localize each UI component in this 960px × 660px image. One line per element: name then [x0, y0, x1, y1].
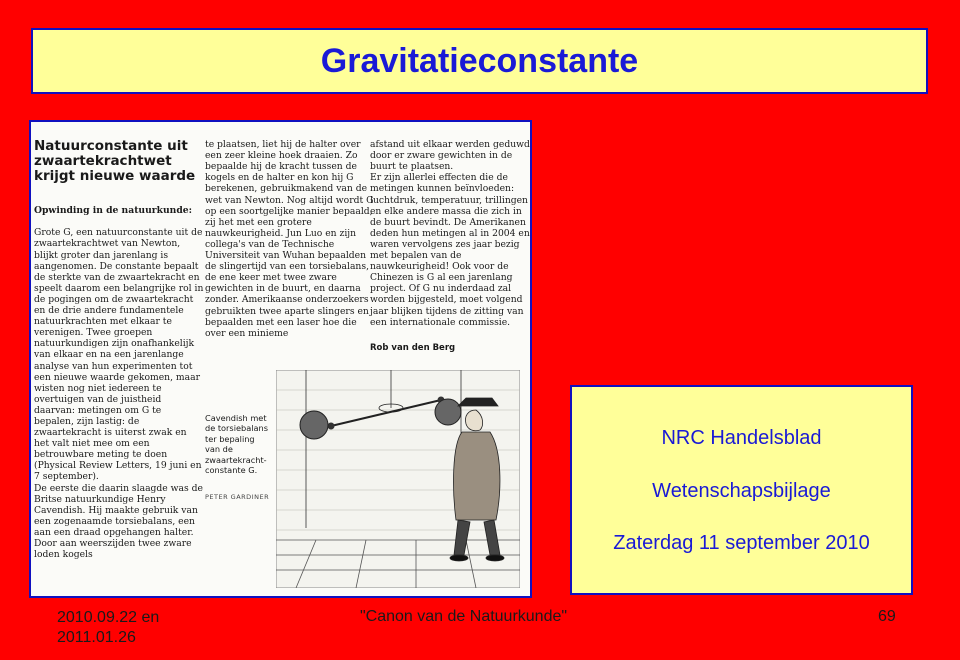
caption-credit: PETER GARDINER [205, 493, 270, 501]
article-text-col1: Grote G, een natuurconstante uit de zwaartekrachtwet van Newton, blijkt groter dan jarenlang is aangenomen. De constante bepaalt de sterkte van de zwaartekracht en speelt daarom een belangrijke rol in de pogingen om de zwaartekracht en de drie andere fundamentele natuurkrachten met elkaar te verenigen. Twee groepen natuurkundigen zijn onafhankelijk van elkaar en na een jarenlange analyse van hun experimenten tot een nieuwe waarde gekomen, maar wisten nog niet iedereen te overtuigen van de juistheid daarvan: metingen om G te bepalen, zijn lastig: de zwaartekracht is uiterst zwak en het valt niet mee om een betrouwbare meting te doen (Physical Review Letters, 19 juni en 7 september). De eerste die daarin slaagde was de Britse natuurkundige Henry Cavendish. Hij maakte gebruik van een zogenaamde torsiebalans, een aan een draad opgehangen halter. Door aan weerszijden twee zware loden kogels [34, 227, 204, 561]
source-newspaper: NRC Handelsblad [661, 427, 822, 449]
article-byline: Rob van den Berg [370, 342, 456, 353]
source-box [570, 385, 913, 595]
article-column-2 [205, 128, 375, 350]
article-headline: Natuurconstante uit zwaartekrachtwet krijgt nieuwe waarde [34, 138, 196, 185]
article-lead: Opwinding in de natuurkunde: [34, 205, 193, 217]
caption-text: Cavendish met de torsiebalans ter bepaling van de zwaartekracht- constante G. [205, 412, 268, 475]
source-date: Zaterdag 11 september 2010 [613, 532, 870, 554]
article-text-col3: afstand uit elkaar werden geduwd door er zware gewichten in de buurt te plaatsen. Er zijn allerlei effecten die de metingen kunnen beïnvloeden: luchtdruk, temperatuur, trillingen en elke andere massa die zich in de buurt bevindt. De Amerikanen deden hun metingen al in 2004 en waren vervolgens zes jaar bezig met bepalen van de nauwkeurigheid! Ook voor de Chinezen is G al een jarenlang project. Of G nu inderdaad zal worden bijgesteld, moet volgend jaar blijken tijdens de zitting van een internationale commissie. [370, 139, 530, 328]
footer-course: "Canon van de Natuurkunde" [360, 608, 568, 625]
footer-dates: 2010.09.22 en 2011.01.26 [57, 609, 160, 646]
article-column-1 [34, 128, 204, 571]
source-section: Wetenschapsbijlage [652, 479, 831, 502]
slide-title: Gravitatieconstante [320, 41, 639, 80]
slide-number: 69 [878, 608, 896, 625]
cavendish-illustration [276, 370, 520, 588]
article-column-3 [370, 128, 530, 365]
article-text-col2: te plaatsen, liet hij de halter over een zeer kleine hoek draaien. Zo bepaalde hij de kracht tussen de kogels en de halter en kon hij G berekenen, gebruikmakend van de wet van Newton. Nog altijd wordt G op een soortgelijke manier bepaald, zij het met een grotere nauwkeurigheid. Jun Luo en zijn collega's van de Technische Universiteit van Wuhan bepaalden de slingertijd van een torsiebalans, de ene keer met twee zware gewichten in de buurt, en daarna zonder. Amerikaanse onderzoekers gebruikten twee aparte slingers en bepaalden met een laser hoe die over een minieme [205, 139, 374, 339]
newspaper-clipping [29, 120, 532, 598]
title-box [31, 28, 928, 94]
